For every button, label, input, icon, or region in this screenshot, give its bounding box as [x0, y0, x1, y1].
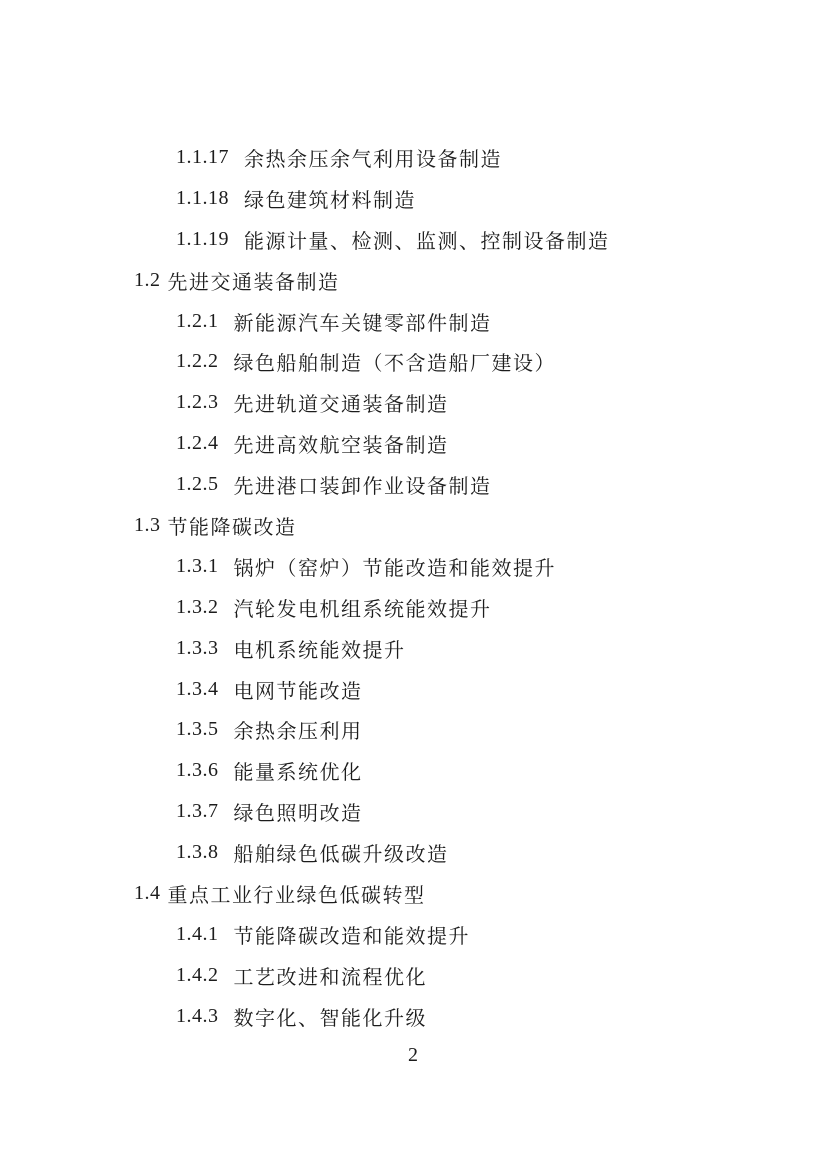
item-number: 1.3.1: [176, 554, 219, 577]
item-text: 节能降碳改造和能效提升: [233, 925, 470, 948]
item-text: 余热余压利用: [233, 721, 363, 744]
list-item: [0, 341, 826, 382]
item-number: 1.4.2: [176, 963, 219, 986]
item-number: 1.1.19: [176, 227, 229, 250]
list-item: [0, 996, 826, 1037]
item-text: 绿色建筑材料制造: [244, 189, 416, 212]
list-item: [0, 750, 826, 791]
list-item: [0, 260, 826, 301]
item-number: 1.2.3: [176, 391, 219, 414]
item-text: 先进高效航空装备制造: [233, 435, 449, 458]
item-number: 1.3.3: [176, 636, 219, 659]
item-text: 数字化、智能化升级: [233, 1007, 427, 1030]
list-item: [0, 628, 826, 669]
item-text: 电机系统能效提升: [233, 639, 406, 662]
list-item: [0, 382, 826, 423]
item-text: 汽轮发电机组系统能效提升: [233, 598, 492, 621]
item-text: 船舶绿色低碳升级改造: [233, 844, 449, 867]
list-item: [0, 301, 826, 342]
item-text: 先进港口装卸作业设备制造: [233, 476, 492, 499]
item-number: 1.1.18: [176, 186, 229, 209]
item-text: 节能降碳改造: [167, 516, 297, 539]
list-item: [0, 955, 826, 996]
item-number: 1.3.7: [176, 800, 219, 823]
item-text: 新能源汽车关键零部件制造: [233, 312, 492, 335]
item-text: 先进轨道交通装备制造: [233, 394, 449, 417]
item-number: 1.3.4: [176, 677, 219, 700]
item-text: 电网节能改造: [233, 680, 363, 703]
item-number: 1.3: [134, 513, 161, 536]
item-number: 1.2.4: [176, 432, 219, 455]
list-item: [0, 464, 826, 505]
list-item: [0, 791, 826, 832]
list-item: [0, 178, 826, 219]
item-text: 能源计量、检测、监测、控制设备制造: [244, 230, 610, 253]
list-item: [0, 219, 826, 260]
item-number: 1.4: [134, 881, 161, 904]
item-text: 先进交通装备制造: [167, 271, 340, 294]
item-number: 1.4.1: [176, 922, 219, 945]
item-number: 1.2.1: [176, 309, 219, 332]
item-number: 1.3.8: [176, 841, 219, 864]
item-number: 1.2.5: [176, 473, 219, 496]
outline-list: [0, 137, 826, 1037]
item-text: 能量系统优化: [233, 762, 363, 785]
list-item: [0, 914, 826, 955]
item-text: 重点工业行业绿色低碳转型: [167, 884, 426, 907]
item-number: 1.3.6: [176, 759, 219, 782]
list-item: [0, 669, 826, 710]
list-item: [0, 505, 826, 546]
list-item: [0, 709, 826, 750]
page-number: 2: [408, 1044, 418, 1066]
item-number: 1.2: [134, 268, 161, 291]
list-item: [0, 873, 826, 914]
list-item: [0, 832, 826, 873]
list-item: [0, 137, 826, 178]
item-number: 1.1.17: [176, 145, 229, 168]
item-number: 1.2.2: [176, 350, 219, 373]
item-text: 工艺改进和流程优化: [233, 966, 427, 989]
list-item: [0, 423, 826, 464]
item-text: 绿色船舶制造（不含造船厂建设）: [233, 353, 556, 376]
item-number: 1.3.2: [176, 595, 219, 618]
list-item: [0, 587, 826, 628]
item-text: 绿色照明改造: [233, 803, 363, 826]
list-item: [0, 546, 826, 587]
item-number: 1.3.5: [176, 718, 219, 741]
item-text: 锅炉（窑炉）节能改造和能效提升: [233, 557, 556, 580]
item-number: 1.4.3: [176, 1004, 219, 1027]
item-text: 余热余压余气利用设备制造: [244, 148, 502, 171]
